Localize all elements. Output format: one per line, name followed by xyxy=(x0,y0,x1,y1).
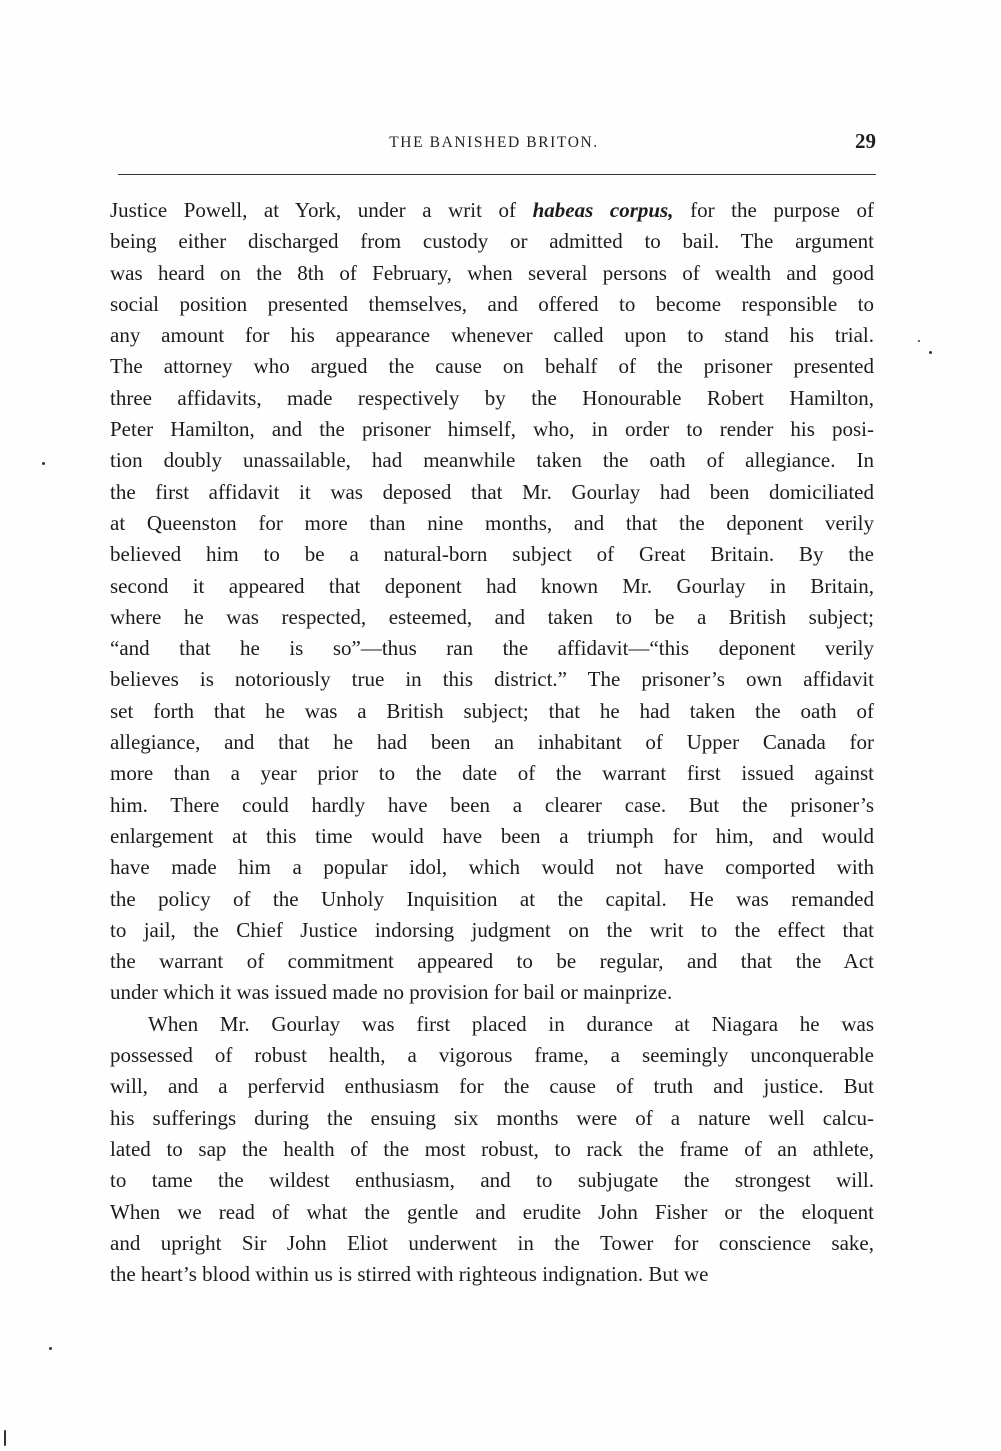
text-line: tion doubly unassailable, had meanwhile taken the oath of allegiance. In xyxy=(110,448,874,473)
text-line: have made him a popular idol, which would not have comported with xyxy=(110,855,874,880)
scan-speck xyxy=(929,351,932,354)
text-line: the heart’s blood within us is stirred with righteous indignation. But we xyxy=(110,1262,709,1287)
page-header xyxy=(112,130,876,160)
text-line: The attorney who argued the cause on behalf of the prisoner presented xyxy=(110,354,874,379)
text-line: the warrant of commitment appeared to be regular, and that the Act xyxy=(110,949,874,974)
text-line: under which it was issued made no provision for bail or mainprize. xyxy=(110,980,673,1005)
text-line: to jail, the Chief Justice indorsing judgment on the writ to the effect that xyxy=(110,917,874,942)
text-line: at Queenston for more than nine months, and that the deponent verily xyxy=(110,510,874,535)
text-line: enlargement at this time would have been a triumph for him, and would xyxy=(110,823,874,848)
page-number: 29 xyxy=(855,129,876,153)
text-line xyxy=(110,195,874,226)
text-line: Peter Hamilton, and the prisoner himself, who, in order to render his posi- xyxy=(110,417,874,442)
text-line: set forth that he was a British subject; that he had taken the oath of xyxy=(110,698,874,723)
text-segment: for the purpose of xyxy=(673,198,874,222)
text-line: allegiance, and that he had been an inhabitant of Upper Canada for xyxy=(110,730,874,755)
text-line: believes is notoriously true in this district.” The prisoner’s own affidavit xyxy=(110,667,874,692)
text-line: three affidavits, made respectively by the Honourable Robert Hamilton, xyxy=(110,385,874,410)
text-line: believed him to be a natural-born subject of Great Britain. By the xyxy=(110,542,874,567)
scan-speck xyxy=(49,1347,52,1350)
text-line: the policy of the Unholy Inquisition at the capital. He was remanded xyxy=(110,886,874,911)
text-line: social position presented themselves, and offered to become responsible to xyxy=(110,291,874,316)
text-line: any amount for his appearance whenever called upon to stand his trial. xyxy=(110,323,874,348)
text-line: When Mr. Gourlay was first placed in durance at Niagara he was xyxy=(148,1011,874,1036)
scan-speck xyxy=(42,462,45,465)
text-line: where he was respected, esteemed, and taken to be a British subject; xyxy=(110,604,874,629)
body-text xyxy=(110,195,874,1290)
scan-speck xyxy=(4,1430,6,1446)
running-title: THE BANISHED BRITON. xyxy=(389,134,599,151)
scan-speck xyxy=(918,340,920,342)
text-line: second it appeared that deponent had known Mr. Gourlay in Britain, xyxy=(110,573,874,598)
text-line: more than a year prior to the date of the warrant first issued against xyxy=(110,761,874,786)
paragraph xyxy=(110,1009,874,1291)
paragraph xyxy=(110,195,874,1009)
text-line: lated to sap the health of the most robust, to rack the frame of an athlete, xyxy=(110,1136,874,1161)
text-line: the first affidavit it was deposed that Mr. Gourlay had been domiciliated xyxy=(110,479,874,504)
text-line: possessed of robust health, a vigorous frame, a seemingly unconquerable xyxy=(110,1043,874,1068)
text-line: will, and a perfervid enthusiasm for the cause of truth and justice. But xyxy=(110,1074,874,1099)
text-line: his sufferings during the ensuing six months were of a nature well calcu- xyxy=(110,1105,874,1130)
text-line: and upright Sir John Eliot underwent in the Tower for conscience sake, xyxy=(110,1230,874,1255)
text-line: “and that he is so”—thus ran the affidavit—“this deponent verily xyxy=(110,636,874,661)
text-line: him. There could hardly have been a clearer case. But the prisoner’s xyxy=(110,792,874,817)
italic-phrase: habeas corpus, xyxy=(532,198,674,222)
header-rule xyxy=(118,174,876,175)
text-line: was heard on the 8th of February, when several persons of wealth and good xyxy=(110,260,874,285)
text-line: When we read of what the gentle and erudite John Fisher or the eloquent xyxy=(110,1199,874,1224)
text-segment: Justice Powell, at York, under a writ of xyxy=(110,198,533,222)
text-line: to tame the wildest enthusiasm, and to subjugate the strongest will. xyxy=(110,1168,874,1193)
text-line: being either discharged from custody or admitted to bail. The argument xyxy=(110,229,874,254)
